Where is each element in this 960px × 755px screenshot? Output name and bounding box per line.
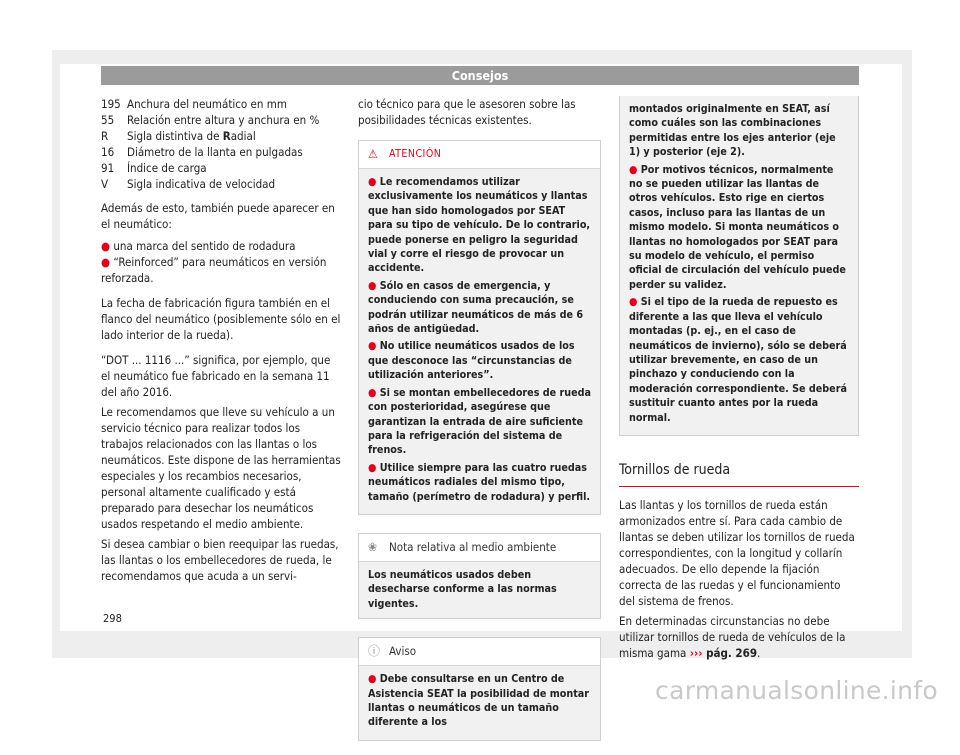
notice-body-continued [620, 96, 858, 435]
bullet-icon: ● [368, 385, 380, 399]
notice-text: montados originalmente en SEAT, así como cuáles son las combinaciones permitidas entre los ejes anterior (eje 1) y posterior (eje 2). [629, 102, 836, 159]
notice-text: Si el tipo de la rueda de repuesto es diferente a las que lleva el vehículo montadas (p. ej., en el caso de neumáticos de invierno), sólo se deberá utilizar brevemente, en caso de un pinchazo y conduciendo con la moderación correspondiente. Se deberá sustituir cuanto antes por la rueda normal. [629, 295, 847, 424]
chevrons-icon: ››› [689, 645, 703, 660]
spec-desc-rest: adial [230, 129, 256, 143]
warning-item [368, 386, 591, 458]
watermark-text: carmanualsonline.info [655, 676, 938, 705]
page-reference-link[interactable] [690, 646, 757, 660]
paragraph: Si desea cambiar o bien reequipar las ruedas, las llantas o los embellecedores de rueda, le recomendamos que acuda a un servi- [101, 537, 339, 583]
column-left [101, 96, 341, 593]
warning-triangle-icon: ⚠ [368, 147, 379, 161]
notice-item [629, 295, 849, 425]
warning-box [358, 140, 601, 515]
environment-note-box [358, 533, 601, 619]
bullet-icon: ● [629, 295, 641, 309]
notice-text: Por motivos técnicos, normalmente no se pueden utilizar las llantas de otros vehículos. Esto rige en ciertos casos, incluso para las llantas de un mismo modelo. Si monta neumáticos o llantas no homologados por SEAT para su modelo de vehículo, el permiso oficial de circulación del vehículo puede perder su validez. [629, 162, 846, 291]
bullet-icon: ● [368, 672, 380, 686]
environment-header [359, 534, 600, 562]
spec-row [101, 176, 341, 192]
spec-desc: Diámetro de la llanta en pulgadas [127, 145, 303, 159]
notice-title: Aviso [389, 644, 417, 659]
info-icon: ⓘ [368, 644, 381, 659]
bullet-icon: ● [368, 460, 380, 474]
paragraph: cio técnico para que le asesoren sobre las posibilidades técnicas existentes. [358, 97, 576, 127]
spec-desc-bold: R [222, 129, 231, 143]
environment-title: Nota relativa al medio ambiente [389, 539, 557, 554]
header-title: Consejos [451, 68, 509, 83]
spec-desc: Relación entre altura y anchura en % [127, 113, 320, 127]
warning-text: Utilice siempre para las cuatro ruedas neumáticos radiales del mismo tipo, tamaño (perímetro de rodadura) y perfil. [368, 460, 591, 503]
paragraph: La fecha de fabricación figura también en el flanco del neumático (posiblemente sólo en el lado interior de la rueda). [101, 296, 341, 342]
spec-code: V [101, 177, 109, 191]
watermark [0, 672, 960, 708]
paragraph: Le recomendamos que lleve su vehículo a un servicio técnico para realizar todos los trabajos relacionados con las llantas o los neumáticos. Este dispone de las herramientas especiales y los recambios necesarios, personal altamente cualificado y está preparado para desechar los neumáticos usados respetando el medio ambiente. [101, 405, 341, 531]
spec-code: 16 [101, 145, 115, 159]
spec-row [101, 112, 341, 128]
warning-header [359, 141, 600, 169]
warning-text: No utilice neumáticos usados de los que desconoce las “circunstancias de utilización anteriores”. [368, 339, 575, 382]
warning-text: Si se montan embellecedores de rueda con posterioridad, asegúrese que garantizan la entrada de aire suficiente para la refrigeración del sistema de frenos. [368, 385, 591, 457]
spec-desc-pre: Sigla distintiva de [127, 129, 223, 143]
paragraph: Además de esto, también puede aparecer en el neumático: [101, 201, 335, 231]
spec-row [101, 160, 341, 176]
notice-item [629, 163, 849, 293]
notice-box-continued [619, 96, 859, 436]
bullet-icon: ● [368, 339, 380, 353]
spec-desc: Índice de carga [127, 161, 207, 175]
spec-row [101, 96, 341, 112]
bullet-icon: ● [629, 162, 641, 176]
environment-body: Los neumáticos usados deben desecharse conforme a las normas vigentes. [368, 567, 557, 610]
bullet-text: “Reinforced” para neumáticos en versión reforzada. [101, 255, 327, 285]
page-number: 298 [103, 612, 122, 625]
spec-desc: Anchura del neumático en mm [127, 97, 287, 111]
notice-header [359, 638, 600, 666]
spec-row [101, 128, 341, 144]
paragraph: Las llantas y los tornillos de rueda están armonizados entre sí. Para cada cambio de llantas se deben utilizar los tornillos de rueda correspondientes, con la longitud y collarín adecuados. De ello depende la fijación correcta de las ruedas y el funcionamiento del sistema de frenos. [619, 497, 855, 608]
paragraph [619, 613, 859, 661]
spec-code: R [101, 129, 109, 143]
leaf-icon: ❀ [368, 539, 378, 554]
notice-text: Debe consultarse en un Centro de Asistencia SEAT la posibilidad de montar llantas o neumáticos de un tamaño diferente a los [368, 672, 590, 729]
tire-spec-list [101, 96, 341, 192]
spec-desc [127, 128, 256, 144]
warning-item [368, 339, 591, 382]
spec-row [101, 144, 341, 160]
page-reference-text: pág. 269 [706, 645, 758, 660]
section-title: Tornillos de rueda [619, 462, 859, 487]
bullet-icon: ● [368, 175, 380, 188]
warning-body [359, 169, 600, 514]
paragraph-text: En determinadas circunstancias no debe utilizar tornillos de rueda de vehículos de la misma gama [619, 613, 846, 660]
bullet-text: una marca del sentido de rodadura [113, 239, 296, 253]
bullet-icon: ● [101, 255, 114, 269]
warning-title: ATENCIÓN [389, 148, 442, 160]
bullet-item [101, 254, 341, 286]
section-header [101, 66, 859, 85]
paragraph: “DOT ... 1116 ...” significa, por ejemplo, que el neumático fue fabricado en la semana 11 del año 2016. [101, 353, 331, 399]
spec-desc: Sigla indicativa de velocidad [127, 177, 276, 191]
warning-item [368, 175, 591, 276]
bullet-icon: ● [101, 239, 114, 253]
warning-item [368, 461, 591, 504]
bullet-icon: ● [368, 278, 380, 292]
warning-item [368, 279, 591, 337]
bullet-item [101, 238, 341, 254]
spec-code: 55 [101, 113, 115, 127]
column-right [619, 96, 859, 670]
spec-code: 91 [101, 161, 115, 175]
warning-text: Sólo en casos de emergencia, y conduciendo con suma precaución, se podrán utilizar neumáticos de más de 6 años de antigüedad. [368, 278, 584, 336]
spec-code: 195 [101, 97, 121, 111]
warning-text: Le recomendamos utilizar exclusivamente los neumáticos y llantas que han sido homologados por SEAT para su tipo de vehículo. De lo contrario, puede ponerse en peligro la seguridad vial y corre el riesgo de provocar un accidente. [368, 175, 591, 275]
column-middle [358, 96, 601, 755]
punctuation: . [757, 645, 761, 660]
